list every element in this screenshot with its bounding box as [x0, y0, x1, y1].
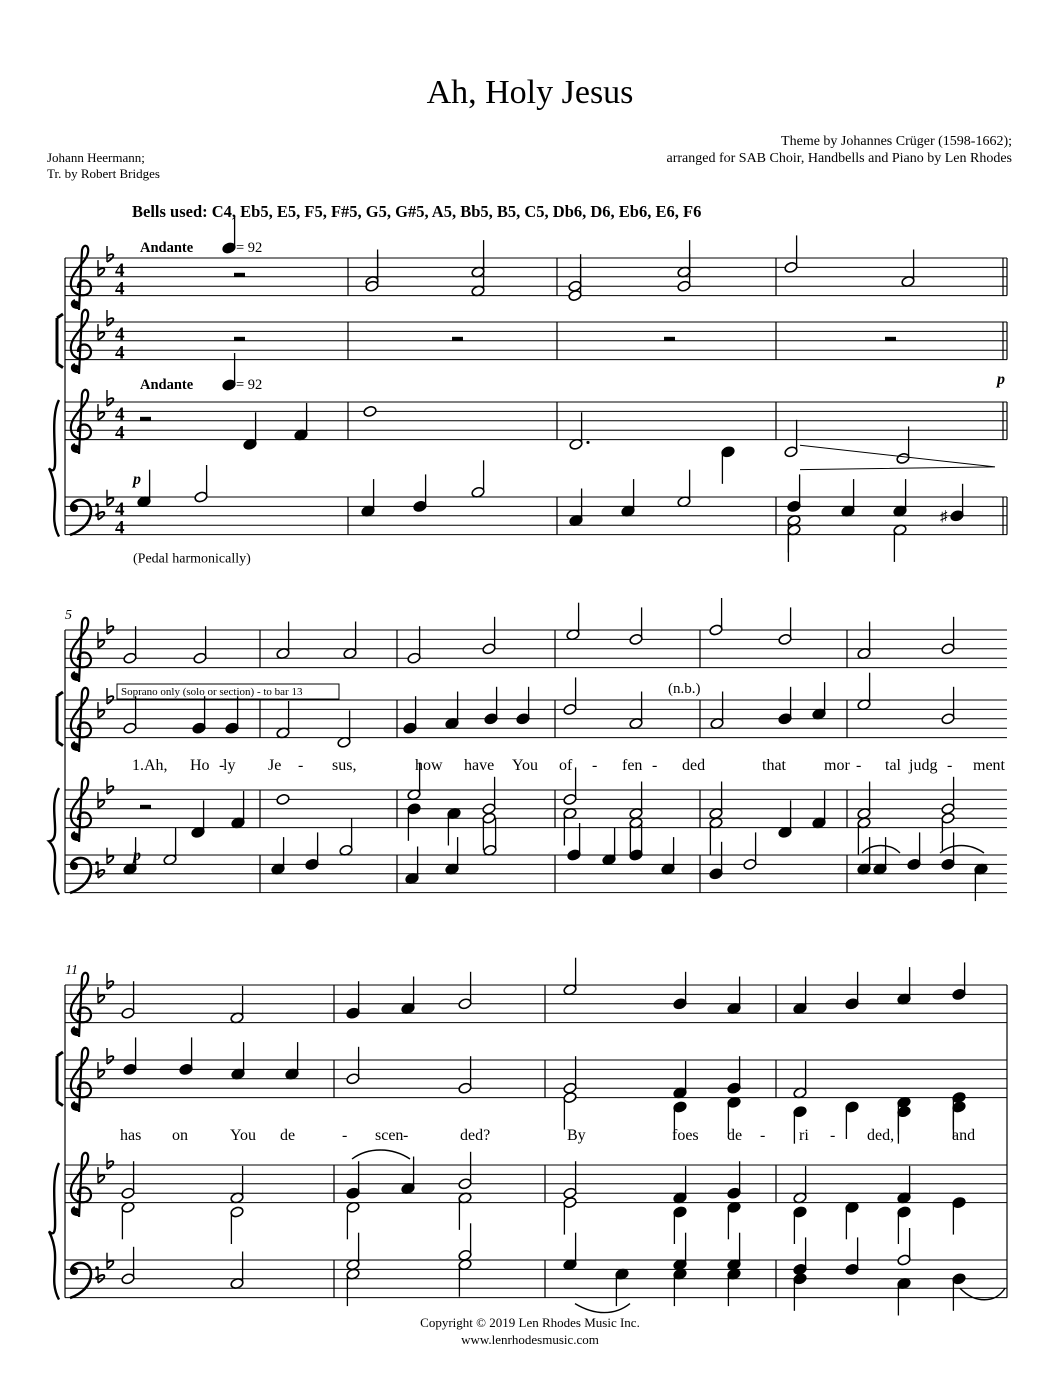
note: [602, 828, 616, 866]
note: [897, 967, 911, 1005]
note: [941, 687, 955, 725]
note: [401, 977, 415, 1015]
tempo-bpm: = 92: [236, 377, 263, 393]
note: [563, 1056, 577, 1094]
note: [784, 235, 798, 273]
notehead: [363, 405, 377, 417]
note: [484, 687, 498, 725]
staff-bracket: [57, 692, 63, 746]
note: [365, 254, 379, 292]
note: [276, 622, 290, 660]
note: [950, 484, 964, 522]
flat-bowl: [98, 640, 104, 648]
note: [787, 524, 801, 562]
lyric-syllable: and: [952, 1127, 976, 1144]
note: [952, 962, 966, 1000]
clef-stroke: [71, 1153, 91, 1217]
time-signature-denominator: 4: [115, 342, 125, 364]
note: [673, 1268, 687, 1306]
note: [677, 470, 691, 508]
flat-bowl: [98, 1175, 104, 1183]
lyric-syllable: tal: [885, 757, 901, 774]
lyric-syllable: -: [592, 757, 598, 774]
lyric-syllable: have: [464, 757, 495, 774]
footer: [0, 1314, 1060, 1348]
bells-used: Bells used: C4, Eb5, E5, F5, F#5, G5, G#5, A5, Bb5, B5, C5, Db6, D6, Eb6, E6, F6: [132, 202, 702, 221]
tempo-bpm: = 92: [236, 240, 263, 256]
note: [563, 1233, 577, 1271]
piano-left-hand-staff: [65, 1260, 1007, 1298]
note: [896, 426, 910, 464]
flat-icon: [107, 1153, 113, 1169]
lyric-syllable: -: [856, 757, 862, 774]
note: [897, 1106, 911, 1144]
piano-left-hand-staff: [65, 497, 1007, 535]
pedal-instruction: (Pedal harmonically): [133, 551, 251, 567]
flat-icon: [98, 632, 104, 648]
note: [941, 617, 955, 655]
note: [793, 1061, 807, 1099]
clef-dot: [70, 1267, 78, 1275]
note: [673, 1166, 687, 1204]
nb-mark: (n.b.): [668, 681, 701, 697]
clef-dot: [73, 301, 79, 307]
choir-instruction: Soprano only (solo or section) - to bar 13: [121, 686, 303, 698]
clef-stroke: [71, 1048, 91, 1112]
note: [727, 1161, 741, 1199]
flat-bowl: [107, 498, 113, 506]
clef-dot: [70, 862, 78, 870]
note: [123, 1037, 137, 1075]
note: [276, 793, 290, 805]
note: [346, 1047, 360, 1085]
note: [413, 474, 427, 512]
lyric-syllable: judg: [909, 757, 938, 774]
note: [401, 1157, 415, 1195]
note: [566, 603, 580, 641]
flat-icon: [98, 260, 104, 276]
note: [845, 972, 859, 1010]
flat-icon: [98, 1167, 104, 1183]
flat-icon: [107, 848, 113, 864]
lyric-syllable: 1.Ah,: [132, 757, 168, 774]
clef-dot: [70, 504, 78, 512]
music-credit-line: arranged for SAB Choir, Handbells and Piano by Len Rhodes: [666, 151, 1012, 166]
note: [191, 800, 205, 838]
clef-stroke: [71, 688, 91, 752]
note: [471, 460, 485, 498]
treble-clef-icon: [71, 246, 91, 310]
lyric-syllable: -: [947, 757, 953, 774]
lyric-syllable: on: [172, 1127, 188, 1144]
note: [787, 474, 801, 512]
flat-icon: [98, 792, 104, 808]
treble-clef-icon: [71, 618, 91, 682]
half-rest-icon: [452, 337, 463, 341]
lyric-syllable: -: [760, 1127, 766, 1144]
note: [445, 692, 459, 730]
note: [305, 832, 319, 870]
note: [710, 692, 724, 730]
note: [231, 791, 245, 829]
note: [516, 687, 530, 725]
text-credit-line: Johann Heermann;: [47, 150, 145, 165]
note: [629, 692, 643, 730]
note: [482, 777, 496, 815]
note: [230, 1252, 244, 1290]
note: [163, 828, 177, 866]
note: [123, 837, 137, 875]
piano-brace-icon: [49, 400, 59, 537]
treble-clef-icon: [71, 973, 91, 1037]
note: [294, 403, 308, 441]
clef-dot: [73, 673, 79, 679]
lyric-syllable: -: [298, 757, 304, 774]
note: [482, 617, 496, 655]
flat-icon: [107, 778, 113, 794]
flat-bowl: [98, 800, 104, 808]
note: [629, 782, 643, 820]
note: [179, 1037, 193, 1075]
piano-brace-icon: [49, 1163, 59, 1300]
lyric-syllable: sus,: [332, 757, 357, 774]
note: [974, 863, 988, 901]
lyric-syllable: ri: [799, 1127, 809, 1144]
flat-icon: [107, 688, 113, 704]
note: [458, 1259, 472, 1297]
note: [673, 972, 687, 1010]
note: [893, 524, 907, 562]
note: [121, 1247, 135, 1285]
text-credit-line: Tr. by Robert Bridges: [47, 166, 160, 181]
lyric-syllable: -: [342, 1127, 348, 1144]
note: [447, 807, 461, 845]
time-signature-numerator: 4: [115, 323, 125, 345]
clef-dot: [73, 743, 79, 749]
time-signature-numerator: 4: [115, 403, 125, 425]
lyric-syllable: -: [652, 757, 658, 774]
note: [897, 1277, 911, 1315]
slur: [940, 846, 984, 854]
note: [893, 479, 907, 517]
note: [563, 1092, 577, 1130]
note: [193, 626, 207, 664]
lyric-syllable: By: [567, 1127, 586, 1144]
note: [121, 981, 135, 1019]
note: [563, 958, 577, 996]
flat-icon: [98, 404, 104, 420]
note: [615, 1268, 629, 1306]
note: [857, 622, 871, 660]
lyric-syllable: -: [403, 1127, 409, 1144]
lyric-syllable: mor: [824, 757, 850, 774]
note: [661, 837, 675, 875]
flat-icon: [98, 987, 104, 1003]
choir-staff: [65, 322, 1007, 360]
note: [812, 791, 826, 829]
flat-icon: [107, 490, 113, 506]
lyric-syllable: has: [120, 1127, 142, 1144]
piano-right-hand-staff: [65, 402, 1007, 440]
note: [121, 1161, 135, 1199]
lyric-syllable: ded?: [460, 1127, 491, 1144]
dot: [586, 441, 589, 444]
note: [709, 598, 723, 636]
lyric-syllable: -: [219, 757, 225, 774]
copyright: Copyright © 2019 Len Rhodes Music Inc.: [420, 1315, 640, 1330]
half-rest-icon: [234, 337, 245, 341]
time-signature-denominator: 4: [115, 422, 125, 444]
note: [629, 607, 643, 645]
handbell-staff: [65, 258, 1007, 296]
lyric-syllable: scen: [375, 1127, 404, 1144]
note: [123, 626, 137, 664]
note: [121, 1201, 135, 1239]
flat-bowl: [98, 332, 104, 340]
tempo-note-icon: [222, 216, 236, 254]
clef-stroke: [71, 246, 91, 310]
half-rest-icon: [140, 805, 151, 809]
note: [471, 259, 485, 297]
handbell-staff: [65, 985, 1007, 1023]
lyric-syllable: of: [559, 757, 573, 774]
note: [346, 1268, 360, 1306]
flat-icon: [107, 618, 113, 634]
clef-dot: [73, 1103, 79, 1109]
tempo-marking: Andante: [140, 240, 194, 256]
clef-stroke: [71, 778, 91, 842]
note: [343, 622, 357, 660]
lyric-syllable: how: [415, 757, 443, 774]
bass-clef-icon: [70, 858, 99, 893]
note: [873, 837, 887, 875]
note: [793, 977, 807, 1015]
flat-icon: [107, 1048, 113, 1064]
lyric-syllable: that: [762, 757, 786, 774]
treble-clef-icon: [71, 390, 91, 454]
bass-clef-icon: [70, 1263, 99, 1298]
note: [230, 1166, 244, 1204]
note: [563, 1197, 577, 1235]
note: [192, 696, 206, 734]
tempo-note-icon: [222, 353, 236, 391]
bass-clef-icon: [70, 500, 99, 535]
lyric-syllable: Ho: [190, 757, 210, 774]
flat-icon: [98, 324, 104, 340]
note: [743, 832, 757, 870]
note: [845, 1237, 859, 1275]
note: [563, 1161, 577, 1199]
note: [483, 818, 497, 856]
note: [727, 1056, 741, 1094]
flat-icon: [107, 246, 113, 262]
choir-staff: [65, 1060, 1007, 1098]
flat-bowl: [98, 268, 104, 276]
note: [482, 812, 496, 850]
note: [346, 1161, 360, 1199]
note: [673, 1061, 687, 1099]
note: [445, 837, 459, 875]
measure-number: 5: [65, 608, 72, 623]
note: [231, 1042, 245, 1080]
note: [285, 1042, 299, 1080]
note: [793, 1166, 807, 1204]
clef-stroke: [71, 390, 91, 454]
note: [952, 1197, 966, 1235]
note: [230, 986, 244, 1024]
note: [405, 847, 419, 885]
flat-bowl: [98, 995, 104, 1003]
music-credit-line: Theme by Johannes Crüger (1598-1662);: [781, 134, 1012, 149]
page-title: Ah, Holy Jesus: [426, 74, 634, 111]
note: [727, 1268, 741, 1306]
note: [243, 412, 257, 450]
time-signature-numerator: 4: [115, 498, 125, 520]
lyric-syllable: ded: [682, 757, 706, 774]
clef-stroke: [71, 310, 91, 374]
lyric-syllable: fen: [622, 757, 643, 774]
lyric-syllable: ly: [223, 757, 236, 774]
time-signature-denominator: 4: [115, 517, 125, 539]
note: [563, 677, 577, 715]
note: [458, 1152, 472, 1190]
note: [569, 489, 583, 527]
note: [123, 696, 137, 734]
notehead: [276, 793, 290, 805]
note: [458, 1056, 472, 1094]
dynamic-piano: p: [997, 371, 1005, 388]
note: [778, 607, 792, 645]
note: [857, 782, 871, 820]
staff-bracket: [57, 1052, 63, 1106]
note: [407, 763, 421, 801]
note: [857, 673, 871, 711]
note: [403, 696, 417, 734]
lyric-syllable: ment: [973, 757, 1005, 774]
treble-clef-icon: [71, 688, 91, 752]
flat-icon: [107, 310, 113, 326]
note: [346, 981, 360, 1019]
lyric-syllable: de: [727, 1127, 743, 1144]
note: [812, 682, 826, 720]
note: [793, 1273, 807, 1311]
note: [727, 977, 741, 1015]
note: [784, 420, 798, 458]
lyric-syllable: You: [512, 757, 538, 774]
note: [563, 807, 577, 845]
clef-dot: [73, 833, 79, 839]
flat-icon: [107, 390, 113, 406]
note: [941, 777, 955, 815]
lyric-syllable: ded,: [867, 1127, 895, 1144]
note: [194, 465, 208, 503]
flat-icon: [98, 1062, 104, 1078]
note: [361, 479, 375, 517]
flat-icon: [98, 702, 104, 718]
flat-bowl: [98, 412, 104, 420]
note: [845, 1201, 859, 1239]
clef-stroke: [71, 618, 91, 682]
note: [458, 972, 472, 1010]
clef-dot: [73, 1028, 79, 1034]
note: [225, 696, 239, 734]
note: [778, 800, 792, 838]
slur: [352, 1150, 410, 1159]
note: [778, 687, 792, 725]
note: [569, 412, 583, 450]
half-rest-icon: [885, 337, 896, 341]
note: [363, 405, 377, 417]
note: [841, 479, 855, 517]
half-rest-icon: [140, 417, 151, 421]
clef-dot: [73, 1208, 79, 1214]
note: [407, 803, 421, 841]
note: [271, 837, 285, 875]
note: [897, 1166, 911, 1204]
note: [709, 782, 723, 820]
treble-clef-icon: [71, 1048, 91, 1112]
treble-clef-icon: [71, 310, 91, 374]
flat-icon: [107, 973, 113, 989]
note: [901, 250, 915, 288]
flat-bowl: [98, 710, 104, 718]
slur: [575, 1304, 630, 1313]
dynamic-piano: p: [133, 847, 141, 864]
clef-stroke: [71, 973, 91, 1037]
note: [907, 832, 921, 870]
flat-bowl: [98, 1070, 104, 1078]
note: [276, 701, 290, 739]
half-rest-icon: [664, 337, 675, 341]
treble-clef-icon: [71, 1153, 91, 1217]
note: [621, 479, 635, 517]
piano-right-hand-staff: [65, 1165, 1007, 1203]
clef-dot: [73, 445, 79, 451]
note: [407, 626, 421, 664]
lyric-syllable: You: [230, 1127, 256, 1144]
staff-bracket: [57, 314, 63, 368]
lyric-syllable: -: [830, 1127, 836, 1144]
note: [845, 1101, 859, 1139]
note: [721, 446, 735, 484]
half-rest-icon: [234, 273, 245, 277]
note: [230, 1206, 244, 1244]
lyric-syllable: de: [280, 1127, 296, 1144]
flat-icon: [107, 1253, 113, 1269]
dynamic-piano: p: [133, 471, 141, 488]
slur: [862, 846, 900, 854]
note: [337, 710, 351, 748]
flat-bowl: [107, 856, 113, 864]
sharp-icon: ♯: [940, 508, 948, 525]
time-signature-numerator: 4: [115, 259, 125, 281]
clef-dot: [73, 365, 79, 371]
website: www.lenrhodesmusic.com: [461, 1332, 599, 1347]
piano-brace-icon: [49, 788, 59, 895]
time-signature-denominator: 4: [115, 278, 125, 300]
lyric-syllable: Je: [268, 757, 282, 774]
lyric-syllable: foes: [672, 1127, 699, 1144]
measure-number: 11: [65, 963, 78, 978]
note: [339, 818, 353, 856]
flat-bowl: [107, 1261, 113, 1269]
tempo-marking: Andante: [140, 377, 194, 393]
note: [567, 823, 581, 861]
treble-clef-icon: [71, 778, 91, 842]
